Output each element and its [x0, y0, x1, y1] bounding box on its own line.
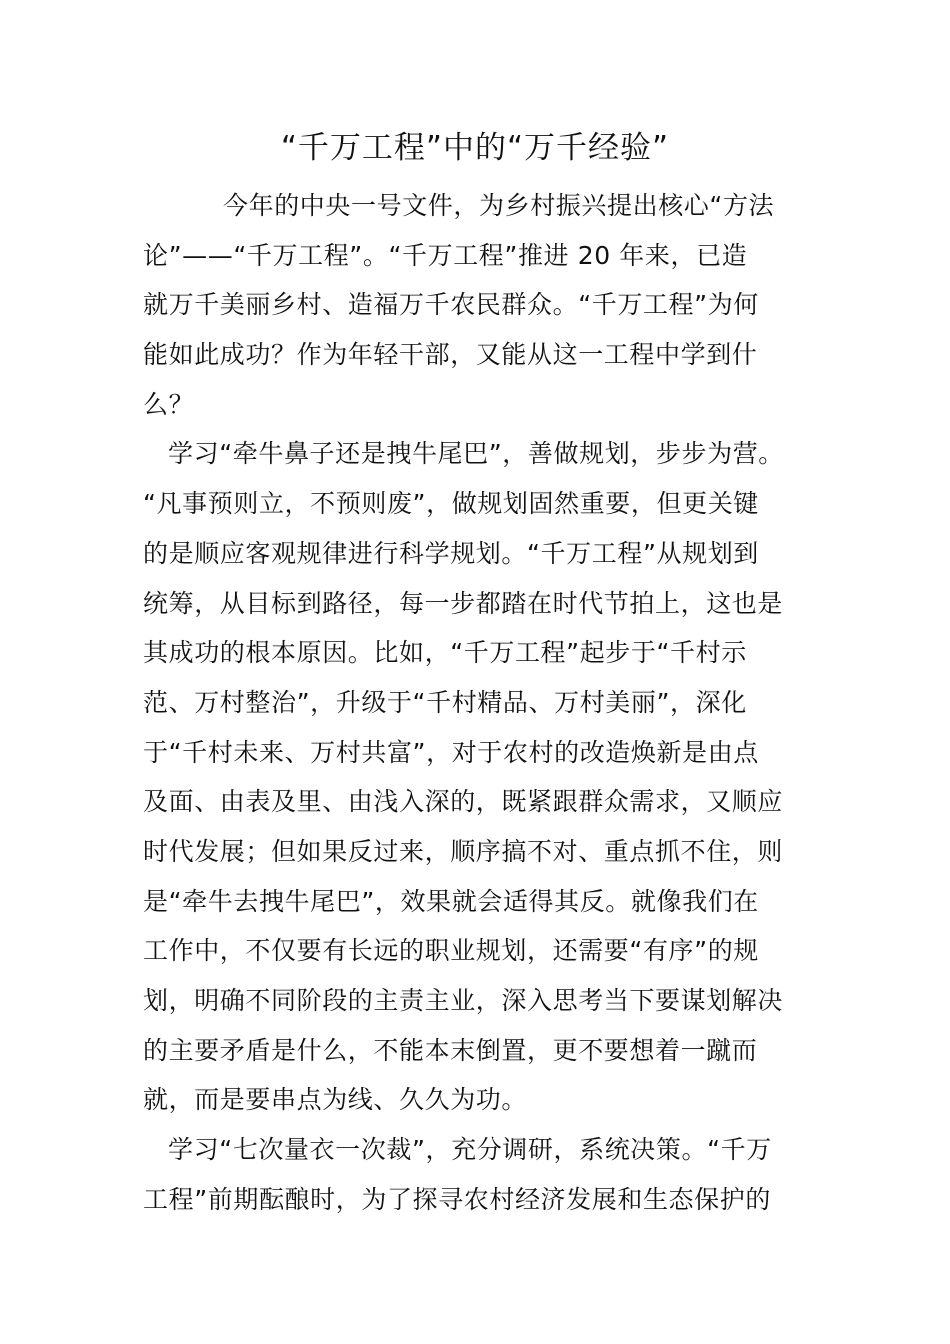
text-line: 工作中，不仅要有长远的职业规划，还需要“有序”的规: [143, 936, 759, 966]
text-line: 就万千美丽乡村、造福万千农民群众。“千万工程”为何: [143, 290, 759, 320]
text-line: 就，而是要串点为线、久久为功。: [143, 1085, 528, 1115]
paragraph-intro: [143, 181, 823, 429]
text-line: 学习“七次量衣一次裁”，充分调研，系统决策。“千万: [168, 1135, 772, 1165]
text-line: 论”——“千万工程”。“千万工程”推进 20 年来，已造: [143, 240, 748, 270]
text-line: 么？: [143, 389, 195, 419]
text-line: 能如此成功？作为年轻干部，又能从这一工程中学到什: [143, 340, 758, 370]
text-line: 范、万村整治”，升级于“千村精品、万村美丽”，深化: [143, 687, 747, 717]
document-body: [143, 181, 823, 1224]
text-line: 及面、由表及里、由浅入深的，既紧跟群众需求，又顺应: [143, 787, 784, 817]
text-line: 划，明确不同阶段的主责主业，深入思考当下要谋划解决: [143, 986, 784, 1015]
text-line: 今年的中央一号文件，为乡村振兴提出核心“方法: [223, 191, 775, 220]
text-line: 的主要矛盾是什么，不能本末倒置，更不要想着一蹴而: [143, 1035, 758, 1065]
text-line: 其成功的根本原因。比如，“千万工程”起步于“千村示: [143, 638, 747, 668]
text-line: 时代发展；但如果反过来，顺序搞不对、重点抓不住，则: [143, 836, 784, 866]
paragraph-planning: [143, 429, 823, 1125]
text-line: 工程”前期酝酿时，为了探寻农村经济发展和生态保护的: [143, 1184, 771, 1214]
text-line: 学习“牵牛鼻子还是拽牛尾巴”，善做规划，步步为营。: [168, 439, 784, 469]
paragraph-research: [143, 1125, 823, 1224]
text-line: 是“牵牛去拽牛尾巴”，效果就会适得其反。就像我们在: [143, 886, 759, 916]
text-line: “凡事预则立，不预则废”，做规划固然重要，但更关键: [143, 489, 759, 519]
text-line: 于“千村未来、万村共富”，对于农村的改造焕新是由点: [143, 737, 759, 767]
document-title: “千万工程”中的“万千经验”: [280, 130, 670, 166]
text-line: 的是顺应客观规律进行科学规划。“千万工程”从规划到: [143, 538, 759, 568]
text-line: 统筹，从目标到路径，每一步都踏在时代节拍上，这也是: [143, 588, 784, 618]
